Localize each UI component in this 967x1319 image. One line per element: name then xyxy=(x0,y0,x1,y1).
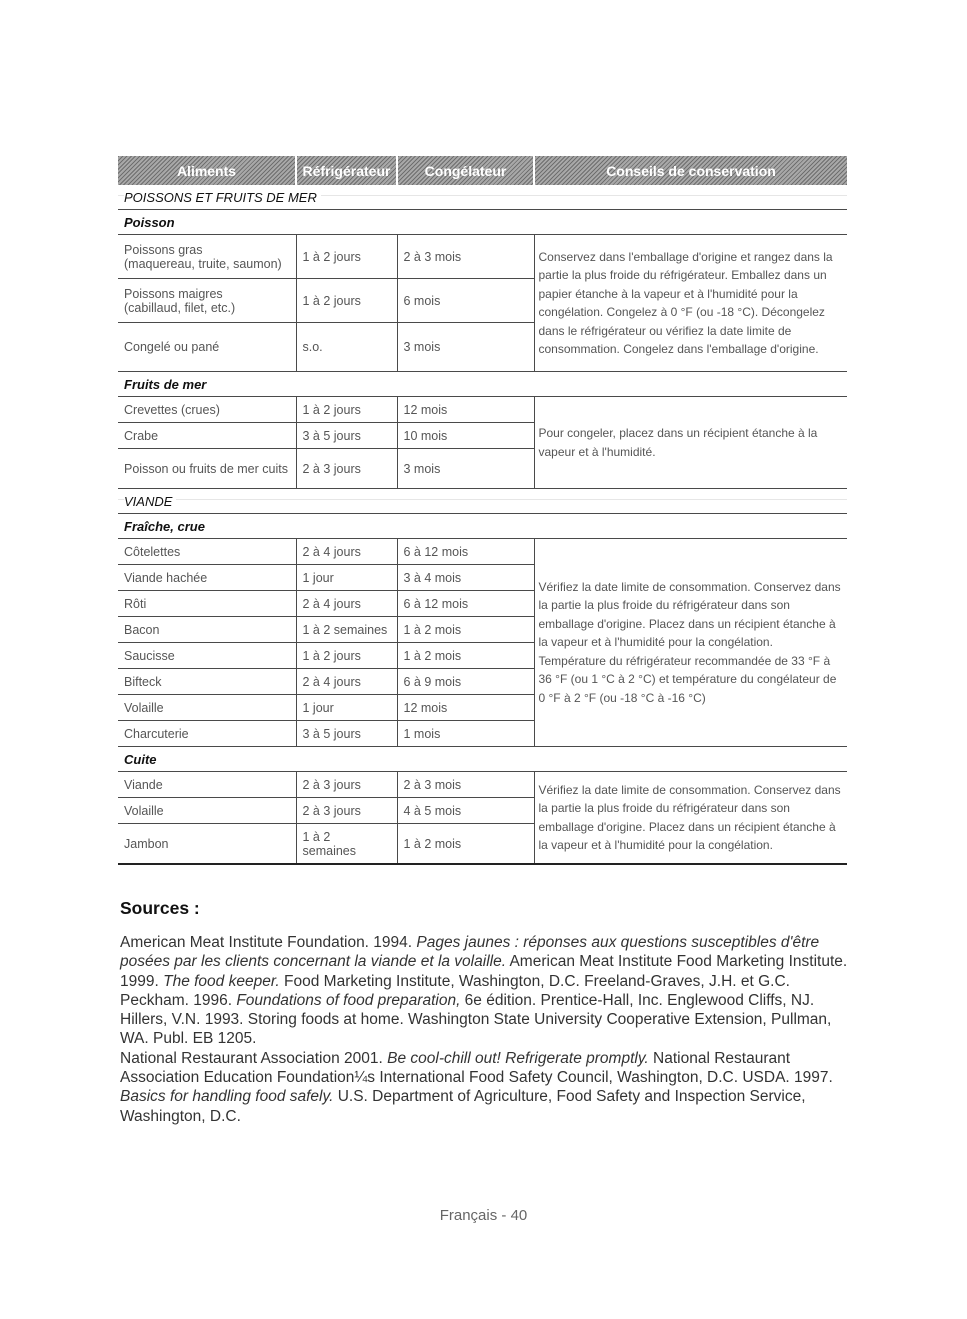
citation-title: The food keeper. xyxy=(163,972,280,990)
fridge-duration: 2 à 3 jours xyxy=(296,798,397,824)
food-name: Viande hachée xyxy=(118,565,296,591)
food-name: Poissons maigres (cabillaud, filet, etc.) xyxy=(118,279,296,323)
freezer-duration: 12 mois xyxy=(397,397,534,423)
subcategory-row xyxy=(118,372,847,397)
table-row xyxy=(118,235,847,279)
advice-cell: Pour congeler, placez dans un récipient étanche à la vapeur et à l'humidité. xyxy=(534,397,847,489)
food-name: Saucisse xyxy=(118,643,296,669)
sources-section xyxy=(120,898,850,1126)
citation-text: American Meat Institute Food Marketing Institute. 1999. xyxy=(120,953,848,990)
food-name: Rôti xyxy=(118,591,296,617)
page-footer: Français - 40 xyxy=(439,1207,528,1224)
freezer-duration: 6 mois xyxy=(397,279,534,323)
citation-title: Basics for handling food safely. xyxy=(120,1088,334,1106)
freezer-duration: 12 mois xyxy=(397,695,534,721)
freezer-duration: 3 mois xyxy=(397,449,534,489)
subcategory-fraiche: Fraîche, crue xyxy=(118,514,847,539)
fridge-duration: s.o. xyxy=(296,323,397,372)
food-name: Poisson ou fruits de mer cuits xyxy=(118,449,296,489)
category-row xyxy=(118,185,847,210)
header-aliments: Aliments xyxy=(118,156,296,185)
freezer-duration: 6 à 12 mois xyxy=(397,539,534,565)
food-name: Côtelettes xyxy=(118,539,296,565)
food-storage-table xyxy=(118,156,847,865)
fridge-duration: 1 à 2 jours xyxy=(296,235,397,279)
food-name: Volaille xyxy=(118,798,296,824)
fridge-duration: 1 à 2 jours xyxy=(296,279,397,323)
fridge-duration: 1 jour xyxy=(296,695,397,721)
fridge-duration: 3 à 5 jours xyxy=(296,423,397,449)
freezer-duration: 10 mois xyxy=(397,423,534,449)
freezer-duration: 2 à 3 mois xyxy=(397,772,534,798)
food-name: Crabe xyxy=(118,423,296,449)
citation-text: 6e édition. Prentice-Hall, Inc. Englewood Cliffs, NJ. Hillers, V.N. 1993. Storing foods at home. Washington State University Cooperative Extension, Pullman, WA. Publ. EB 1205. xyxy=(120,991,832,1048)
fridge-duration: 2 à 4 jours xyxy=(296,591,397,617)
header-congelateur: Congélateur xyxy=(397,156,534,185)
food-name: Bacon xyxy=(118,617,296,643)
citation-text: American Meat Institute Foundation. 1994. xyxy=(120,934,417,951)
fridge-duration: 2 à 4 jours xyxy=(296,539,397,565)
citation-title: Pages jaunes : réponses aux questions susceptibles d'être posées par les clients concernant la viande et la volaille. xyxy=(120,934,820,971)
citation-title: Foundations of food preparation, xyxy=(236,991,461,1009)
freezer-duration: 1 mois xyxy=(397,721,534,747)
advice-cell: Vérifiez la date limite de consommation. Conservez dans la partie la plus froide du réfrigérateur dans son emballage d'origine. Placez dans un récipient étanche à la vapeur et à l'humidité pour la congélation. Température du réfrigérateur recommandée de 33 °F à 36 °F (ou 1 °C à 2 °C) et température du congélateur de 0 °F à 2 °F (ou -18 °C à -16 °C) xyxy=(534,539,847,747)
fridge-duration: 2 à 4 jours xyxy=(296,669,397,695)
citation-title: Be cool-chill out! Refrigerate promptly. xyxy=(387,1049,649,1067)
sources-title: Sources : xyxy=(120,898,200,918)
subcategory-row xyxy=(118,747,847,772)
fridge-duration: 1 jour xyxy=(296,565,397,591)
food-name: Bifteck xyxy=(118,669,296,695)
header-conseils: Conseils de conservation xyxy=(534,156,847,185)
category-row xyxy=(118,489,847,514)
food-name: Jambon xyxy=(118,824,296,865)
table-row xyxy=(118,397,847,423)
food-name: Congelé ou pané xyxy=(118,323,296,372)
subcategory-fruits: Fruits de mer xyxy=(118,372,847,397)
food-name: Charcuterie xyxy=(118,721,296,747)
freezer-duration: 1 à 2 mois xyxy=(397,617,534,643)
subcategory-cuite: Cuite xyxy=(118,747,847,772)
freezer-duration: 2 à 3 mois xyxy=(397,235,534,279)
header-refrigerateur: Réfrigérateur xyxy=(296,156,397,185)
category-viande: VIANDE xyxy=(124,494,176,509)
fridge-duration: 1 à 2 jours xyxy=(296,397,397,423)
fridge-duration: 3 à 5 jours xyxy=(296,721,397,747)
fridge-duration: 2 à 3 jours xyxy=(296,772,397,798)
fridge-duration: 1 à 2 semaines xyxy=(296,617,397,643)
freezer-duration: 6 à 9 mois xyxy=(397,669,534,695)
freezer-duration: 6 à 12 mois xyxy=(397,591,534,617)
fridge-duration: 2 à 3 jours xyxy=(296,449,397,489)
category-poissons: POISSONS ET FRUITS DE MER xyxy=(124,190,321,205)
freezer-duration: 1 à 2 mois xyxy=(397,643,534,669)
food-name: Volaille xyxy=(118,695,296,721)
subcategory-row xyxy=(118,210,847,235)
citation-text: U.S. Department of Agriculture, Food Safety and Inspection Service, Washington, D.C. xyxy=(120,1088,806,1125)
table-row xyxy=(118,772,847,798)
food-name: Crevettes (crues) xyxy=(118,397,296,423)
citation-text: National Restaurant Association 2001. xyxy=(120,1049,388,1067)
subcategory-poisson: Poisson xyxy=(118,210,847,235)
citation-text: National Restaurant Association Education Foundation¼s International Food Safety Council, Washington, D.C. USDA. 1997. xyxy=(120,1049,833,1087)
food-name: Viande xyxy=(118,772,296,798)
citation-text: Food Marketing Institute, Washington, D.C. Freeland-Graves, J.H. et G.C. Peckham. 1996. xyxy=(120,972,790,1009)
freezer-duration: 3 à 4 mois xyxy=(397,565,534,591)
advice-cell: Conservez dans l'emballage d'origine et rangez dans la partie la plus froide du réfrigérateur. Emballez dans un papier étanche à la vapeur et à l'humidité pour la congélation. Congelez à 0 °F (ou -18 °C). Décongelez dans le réfrigérateur ou vérifiez la date limite de consommation. Congelez dans l'emballage d'origine. xyxy=(534,235,847,372)
table-row xyxy=(118,539,847,565)
food-name: Poissons gras (maquereau, truite, saumon) xyxy=(118,235,296,279)
subcategory-row xyxy=(118,514,847,539)
fridge-duration: 1 à 2 semaines xyxy=(296,824,397,865)
sources-paragraph-2 xyxy=(120,1049,850,1126)
freezer-duration: 4 à 5 mois xyxy=(397,798,534,824)
sources-paragraph-1 xyxy=(120,933,850,1049)
table-header-row xyxy=(118,156,847,185)
freezer-duration: 1 à 2 mois xyxy=(397,824,534,865)
freezer-duration: 3 mois xyxy=(397,323,534,372)
fridge-duration: 1 à 2 jours xyxy=(296,643,397,669)
advice-cell: Vérifiez la date limite de consommation. Conservez dans la partie la plus froide du réfrigérateur dans son emballage d'origine. Placez dans un récipient étanche à la vapeur et à l'humidité pour la congélation. xyxy=(534,772,847,865)
